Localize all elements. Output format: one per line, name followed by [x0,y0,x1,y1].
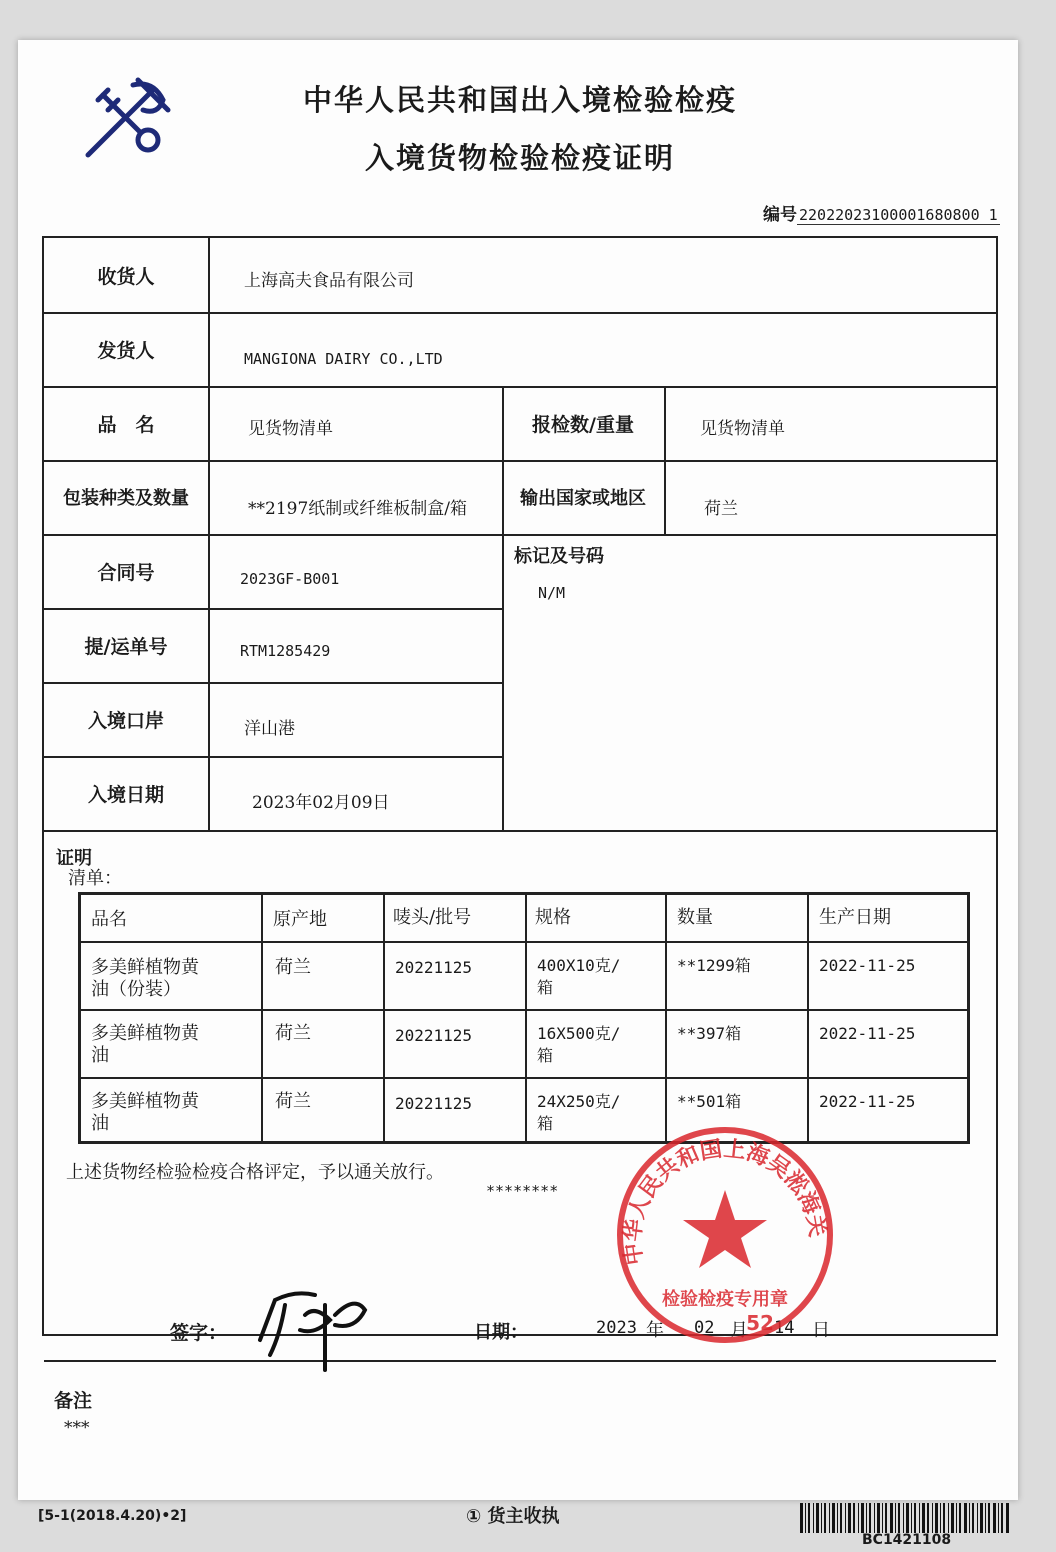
table-row-3-spec: 24X250克/ 箱 [537,1092,621,1133]
bl-label: 提/运单号 [84,636,168,658]
entry-date-label: 入境日期 [87,784,164,806]
product-label: 品 名 [97,414,155,436]
certificate-label: 证明 [56,848,92,869]
marks-value: N/M [538,584,566,602]
table-row-3-batch: 20221125 [395,1094,473,1113]
certificate-number [763,200,1000,225]
issuing-agency: 中华人民共和国出入境检验检疫 [302,83,737,117]
sign-month: 02 [694,1318,715,1338]
official-seal-stamp [610,1120,840,1350]
year-unit: 年 [646,1320,664,1341]
goods-list-label: 清单： [68,868,122,889]
product-value: 见货物清单 [248,419,333,439]
remarks-value: *** [64,1418,90,1438]
table-row-1-date: 2022-11-25 [819,956,916,975]
consignee-value: 上海高夫食品有限公司 [244,271,414,291]
origin-value: 荷兰 [704,499,738,519]
table-row-3-origin: 荷兰 [275,1091,311,1112]
stars-line: ******** [486,1182,559,1200]
table-row-2-date: 2022-11-25 [819,1024,916,1043]
day-unit: 日 [812,1320,830,1341]
document-title: 入境货物检验检疫证明 [364,141,675,175]
table-row-3-name: 多美鲜植物黄 油 [91,1091,199,1134]
barcode-number: BC1421108 [862,1532,952,1548]
form-code: [5-1(2018.4.20)•2] [38,1508,187,1524]
svg-text:中华人民共和国上海吴淞海关: 中华人民共和国上海吴淞海关 [620,1136,830,1267]
table-row-1-spec: 400X10克/ 箱 [537,956,621,997]
table-row-2-origin: 荷兰 [275,1023,311,1044]
quantity-label: 报检数/重量 [532,414,634,436]
bl-value: RTM1285429 [240,642,331,660]
table-row-2-spec: 16X500克/ 箱 [537,1024,621,1065]
svg-text:52: 52 [746,1311,774,1335]
col-header-batch: 唛头/批号 [393,907,472,928]
col-header-name: 品名 [91,909,127,930]
port-value: 洋山港 [244,719,295,739]
packing-label: 包装种类及数量 [63,488,189,509]
certificate-number-label: 编号 [763,205,797,225]
col-header-spec: 规格 [535,907,571,928]
goods-table [78,892,970,1144]
port-label: 入境口岸 [87,710,164,732]
sign-year: 2023 [596,1318,637,1338]
ciq-emblem-icon [78,70,178,165]
origin-label: 输出国家或地区 [520,488,646,509]
table-row-2-batch: 20221125 [395,1026,473,1045]
quantity-value: 见货物清单 [700,419,785,439]
table-row-3-date: 2022-11-25 [819,1092,916,1111]
svg-text:检验检疫专用章: 检验检疫专用章 [662,1289,788,1310]
month-unit: 月 [730,1320,748,1341]
barcode-icon [800,1503,1010,1533]
copy-label: ① 货主收执 [466,1506,560,1527]
packing-value: **2197纸制或纤维板制盒/箱 [248,499,467,519]
col-header-production-date: 生产日期 [819,907,891,928]
table-row-1-name: 多美鲜植物黄 油（份装） [91,957,199,1000]
consignor-value: MANGIONA DAIRY CO.,LTD [244,350,443,368]
table-row-2-name: 多美鲜植物黄 油 [91,1023,199,1066]
table-row-1-origin: 荷兰 [275,957,311,978]
table-row-2-quantity: **397箱 [677,1024,742,1043]
signature-label: 签字： [170,1322,228,1344]
contract-label: 合同号 [97,562,155,584]
col-header-quantity: 数量 [677,907,713,928]
consignee-label: 收货人 [97,266,155,288]
remarks-label: 备注 [54,1390,93,1412]
table-row-3-quantity: **501箱 [677,1092,742,1111]
col-header-origin: 原产地 [273,909,327,930]
consignor-label: 发货人 [97,340,155,362]
entry-date-value: 2023年02月09日 [252,793,390,813]
clearance-statement: 上述货物经检验检疫合格评定，予以通关放行。 [66,1162,444,1183]
contract-value: 2023GF-B001 [240,570,340,588]
table-row-1-quantity: **1299箱 [677,956,751,975]
table-row-1-batch: 20221125 [395,958,473,977]
marks-label: 标记及号码 [514,546,604,567]
handwritten-signature [255,1275,385,1385]
sign-day: 14 [774,1318,795,1338]
sign-date-label: 日期： [474,1322,528,1343]
certificate-number-value: 22022023100001680800 1 [799,206,998,224]
